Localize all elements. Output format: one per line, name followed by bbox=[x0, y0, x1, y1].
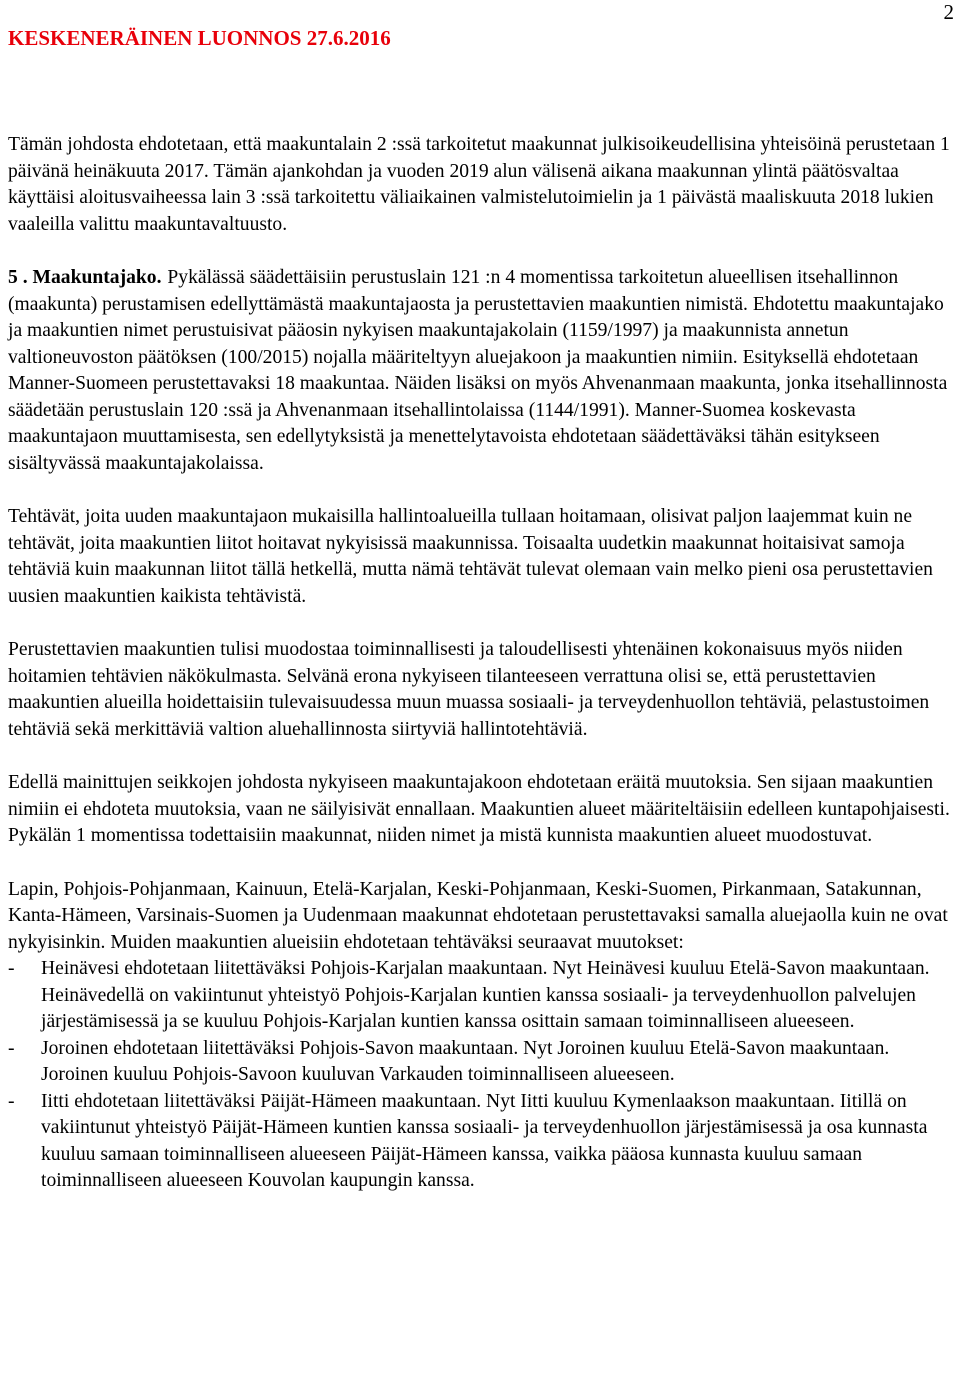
list-item-text: Iitti ehdotetaan liitettäväksi Päijät-Hämeen maakuntaan. Nyt Iitti kuuluu Kymenlaakson maakuntaan. Iitillä on vakiintunut yhteistyö Päijät-Hämeen kuntien kanssa sosiaali- ja terveydenhuollon järjestämisessä ja osa kunnasta kuuluu samaan toiminnalliseen alueeseen Päijät-Hämeen kanssa, vaikka pääosa kunnasta kuuluu samaan toiminnalliseen alueeseen Kouvolan kaupungin kanssa. bbox=[41, 1090, 928, 1191]
list-item-text: Heinävesi ehdotetaan liitettäväksi Pohjois-Karjalan maakuntaan. Nyt Heinävesi kuuluu Etelä-Savon maakuntaan. Heinävedellä on vakiintunut yhteistyö Pohjois-Karjalan kuntien kanssa sosiaali- ja terveydenhuollon palvelujen järjestämisessä ja se kuuluu Pohjois-Karjalan kuntien kanssa osittain samaan toiminnalliseen alueeseen. bbox=[41, 958, 930, 1032]
paragraph-section-5 bbox=[8, 265, 958, 477]
paragraph-changes: Edellä mainittujen seikkojen johdosta nykyiseen maakuntajakoon ehdotetaan eräitä muutoksia. Sen sijaan maakuntien nimiin ei ehdoteta muutoksia, vaan ne säilyisivät ennallaan. Maakuntien alueet määriteltäisiin edelleen kuntapohjaisesti. Pykälän 1 momentissa todettaisiin maakunnat, niiden nimet ja mistä kunnista maakuntien alueet muodostuvat. bbox=[8, 772, 950, 846]
document-body bbox=[8, 132, 958, 1195]
paragraph-functional-unity: Perustettavien maakuntien tulisi muodostaa toiminnallisesti ja taloudellisesti yhtenäinen kokonaisuus myös niiden hoitamien tehtävien näkökulmasta. Selvänä erona nykyiseen tilanteeseen verrattuna olisi se, että perustettavien maakuntien alueilla hoidettaisiin tulevaisuudessa muun muassa sosiaali- ja terveydenhuollon tehtäviä, pelastustoimen tehtäviä sekä merkittäviä valtion aluehallinnosta siirtyviä hallintotehtäviä. bbox=[8, 639, 930, 740]
section-5-body: Pykälässä säädettäisiin perustuslain 121 :n 4 momentissa tarkoitetun alueellisen itsehallinnon (maakunta) perustamisen edellyttämästä maakuntajaosta ja perustettavien maakuntien nimistä. Ehdotettu maakuntajako ja maakuntien nimet perustuisivat pääosin nykyisen maakuntajakolain (1159/1997) ja maakunnista annetun valtioneuvoston päätöksen (100/2015) nojalla määriteltyyn aluejakoon ja maakuntien nimiin. Esityksellä ehdotetaan Manner-Suomeen perustettavaksi 18 maakuntaa. Näiden lisäksi on myös Ahvenanmaan maakunta, jonka itsehallinnosta säädetään perustuslain 120 :ssä ja Ahvenanmaan itsehallintolaissa (1144/1991). Manner-Suomea koskevasta maakuntajaon muuttamisesta, sen edellytyksistä ja menettelytavoista ehdotetaan säädettäväksi tähän esitykseen sisältyvässä maakuntajakolaissa. bbox=[8, 267, 948, 474]
list-dash: - bbox=[8, 958, 15, 979]
paragraph-regions: Lapin, Pohjois-Pohjanmaan, Kainuun, Etelä-Karjalan, Keski-Pohjanmaan, Keski-Suomen, Pirkanmaan, Satakunnan, Kanta-Hämeen, Varsinais-Suomen ja Uudenmaan maakunnat ehdotetaan perustettavaksi samalla aluejaolla kuin ne ovat nykyisinkin. Muiden maakuntien alueisiin ehdotetaan tehtäväksi seuraavat muutokset: bbox=[8, 878, 948, 953]
section-heading: 5 . Maakuntajako. bbox=[8, 267, 162, 288]
page-number: 2 bbox=[943, 0, 954, 24]
paragraph-effective-date: Tämän johdosta ehdotetaan, että maakuntalain 2 :ssä tarkoitetut maakunnat julkisoikeudellisina yhteisöinä perustetaan 1 päivänä heinäkuuta 2017. Tämän ajankohdan ja vuoden 2019 alun välisenä aikana maakunnan ylintä päätösvaltaa käyttäisi aloitusvaiheessa lain 3 :ssä tarkoitettu väliaikainen valmistelutoimielin ja 1 päivästä maaliskuuta 2018 lukien vaaleilla valittu maakuntavaltuusto. bbox=[8, 134, 950, 235]
list-item bbox=[8, 956, 958, 1036]
list-dash: - bbox=[8, 1037, 15, 1059]
paragraph-tasks: Tehtävät, joita uuden maakuntajaon mukaisilla hallintoalueilla tullaan hoitamaan, olisivat paljon laajemmat kuin ne tehtävät, joita maakuntien liitot hoitavat nykyisissä maakunnissa. Toisaalta uudetkin maakunnat hoitaisivat samoja tehtäviä kuin maakunnan liitot tällä hetkellä, mutta nämä tehtävät tulevat olemaan vain melko pieni osa perustettavien uusien maakuntien kaikista tehtävistä. bbox=[8, 506, 933, 607]
list-item bbox=[8, 1036, 958, 1089]
list-dash: - bbox=[8, 1090, 15, 1112]
list-item-text: Joroinen ehdotetaan liitettäväksi Pohjois-Savon maakuntaan. Nyt Joroinen kuuluu Etelä-Savon maakuntaan. Joroinen kuuluu Pohjois-Savoon kuuluvan Varkauden toiminnalliseen alueeseen. bbox=[41, 1037, 890, 1085]
draft-label: KESKENERÄINEN LUONNOS 27.6.2016 bbox=[8, 26, 391, 50]
list-item bbox=[8, 1089, 958, 1195]
change-list bbox=[8, 956, 958, 1195]
